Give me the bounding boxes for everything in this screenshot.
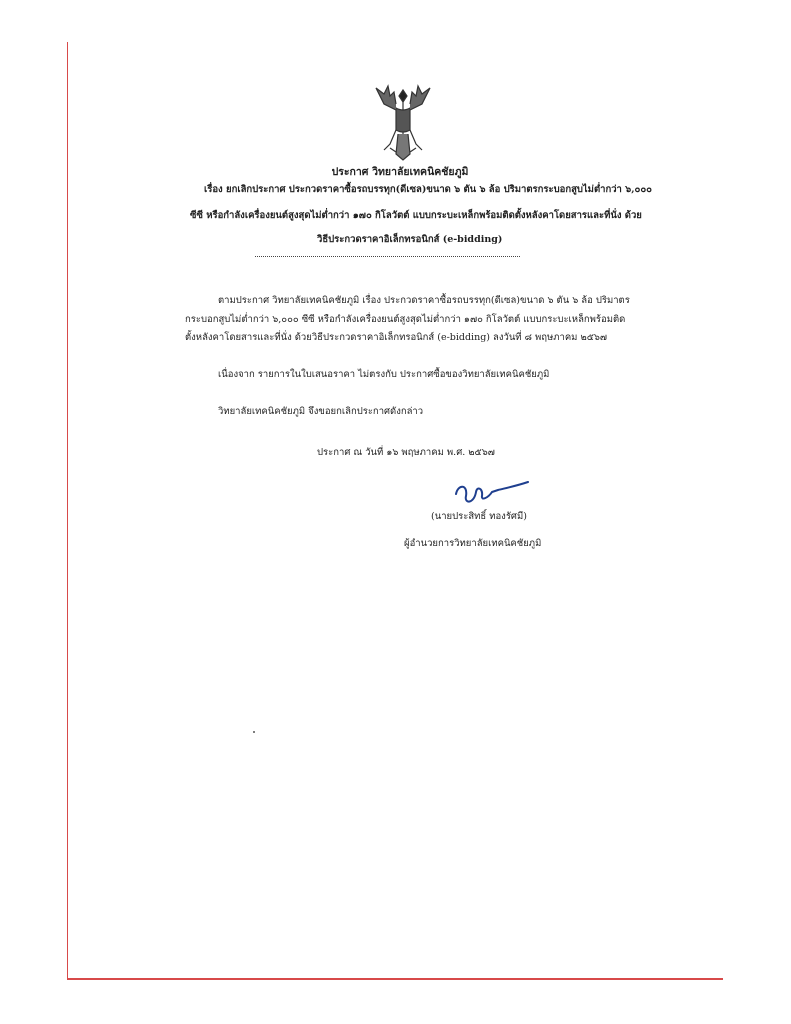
paper-mark (253, 731, 255, 733)
subject-line: ซีซี หรือกำลังเครื่องยนต์สูงสุดไม่ต่ำกว่า ๑๗๐ กิโลวัตต์ แบบกระบะเหล็กพร้อมติดตั้งหลังคาโดยสารและที่นั่ง ด้วย (190, 210, 642, 221)
signer-name: (นายประสิทธิ์ ทองรัศมี) (431, 511, 527, 522)
body-line: ตามประกาศ วิทยาลัยเทคนิคชัยภูมิ เรื่อง ประกวดราคาซื้อรถบรรทุก(ดีเซล)ขนาด ๖ ตัน ๖ ล้อ ปริมาตร (218, 295, 630, 306)
body-line: กระบอกสูบไม่ต่ำกว่า ๖,๐๐๐ ซีซี หรือกำลังเครื่องยนต์สูงสุดไม่ต่ำกว่า ๑๗๐ กิโลวัตต์ แบบกระบะเหล็กพร้อมติด (185, 314, 626, 325)
page-title: ประกาศ วิทยาลัยเทคนิคชัยภูมิ (331, 166, 469, 178)
subject-line: เรื่อง ยกเลิกประกาศ ประกวดราคาซื้อรถบรรทุก(ดีเซล)ขนาด ๖ ตัน ๖ ล้อ ปริมาตรกระบอกสูบไม่ต่ำกว่า ๖,๐๐๐ (204, 184, 652, 195)
body-line: วิทยาลัยเทคนิคชัยภูมิ จึงขอยกเลิกประกาศดังกล่าว (218, 406, 424, 417)
subject-line: วิธีประกวดราคาอิเล็กทรอนิกส์ (e-bidding) (317, 234, 503, 245)
body-line: เนื่องจาก รายการในใบเสนอราคา ไม่ตรงกับ ประกาศซื้อของวิทยาลัยเทคนิคชัยภูมิ (218, 369, 550, 380)
garuda-emblem-icon (372, 82, 434, 162)
signer-position: ผู้อำนวยการวิทยาลัยเทคนิคชัยภูมิ (404, 538, 542, 549)
date-line: ประกาศ ณ วันที่ ๑๖ พฤษภาคม พ.ศ. ๒๕๖๗ (317, 447, 495, 458)
signature-image (452, 476, 532, 506)
body-line: ตั้งหลังคาโดยสารและที่นั่ง ด้วยวิธีประกวดราคาอิเล็กทรอนิกส์ (e-bidding) ลงวันที่ ๘ พฤษภาคม ๒๕๖๗ (185, 332, 608, 343)
separator-dots (255, 256, 520, 257)
